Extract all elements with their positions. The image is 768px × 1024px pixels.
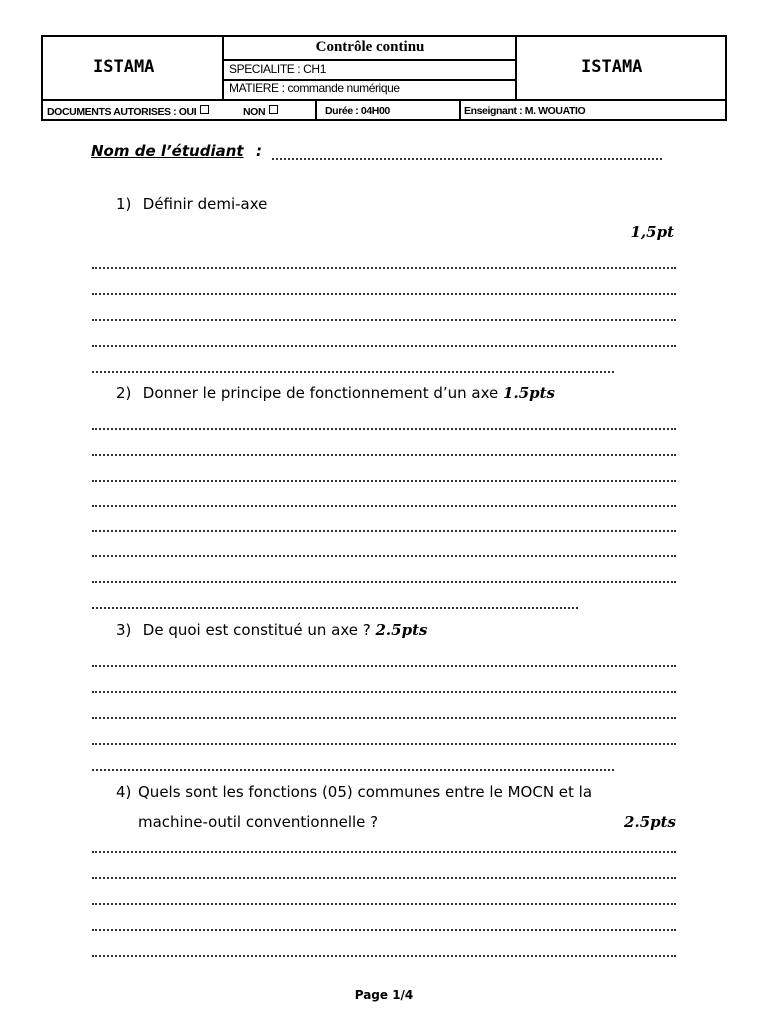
student-name-colon: : bbox=[256, 142, 262, 160]
answer-line[interactable] bbox=[92, 929, 676, 931]
answer-line[interactable] bbox=[92, 743, 676, 745]
question-4-points: 2.5pts bbox=[624, 813, 676, 831]
student-name-label: Nom de l’étudiant bbox=[91, 142, 244, 160]
question-4: 4) Quels sont les fonctions (05) communes entre le MOCN et la machine-outil conventionnelle ? 2.5pts bbox=[116, 777, 676, 837]
answer-line[interactable] bbox=[92, 851, 676, 853]
question-2-points: 1.5pts bbox=[503, 384, 555, 402]
exam-title: Contrôle continu bbox=[315, 39, 425, 55]
exam-header bbox=[41, 35, 727, 121]
specialite: SPECIALITE : CH1 bbox=[229, 62, 326, 76]
answer-line[interactable] bbox=[92, 293, 676, 295]
documents-non: NON bbox=[243, 105, 278, 118]
checkbox-non[interactable] bbox=[269, 105, 278, 114]
answer-line[interactable] bbox=[92, 903, 676, 905]
question-3: 3) De quoi est constitué un axe ? 2.5pts bbox=[116, 621, 428, 639]
question-1: 1) Définir demi-axe bbox=[116, 195, 268, 213]
school-name-left: ISTAMA bbox=[93, 57, 155, 77]
documents-autorises: DOCUMENTS AUTORISES : OUI bbox=[47, 105, 209, 118]
answer-line[interactable] bbox=[92, 530, 676, 532]
checkbox-oui[interactable] bbox=[200, 105, 209, 114]
answer-line[interactable] bbox=[92, 454, 676, 456]
duree: Durée : 04H00 bbox=[325, 105, 390, 117]
student-name-field[interactable] bbox=[272, 158, 662, 160]
answer-line[interactable] bbox=[92, 319, 676, 321]
matiere: MATIERE : commande numérique bbox=[229, 81, 400, 95]
answer-line[interactable] bbox=[92, 717, 676, 719]
page-number: Page 1/4 bbox=[354, 988, 414, 1002]
answer-line[interactable] bbox=[92, 480, 676, 482]
question-1-points: 1,5pt bbox=[630, 223, 674, 241]
answer-line[interactable] bbox=[92, 505, 676, 507]
answer-line[interactable] bbox=[92, 665, 676, 667]
answer-line[interactable] bbox=[92, 345, 676, 347]
answer-line[interactable] bbox=[92, 267, 676, 269]
answer-line[interactable] bbox=[92, 555, 676, 557]
answer-line[interactable] bbox=[92, 428, 676, 430]
divider bbox=[43, 99, 727, 101]
divider bbox=[315, 99, 317, 121]
answer-line[interactable] bbox=[92, 607, 578, 609]
divider bbox=[222, 59, 516, 61]
answer-line[interactable] bbox=[92, 371, 614, 373]
enseignant: Enseignant : M. WOUATIO bbox=[464, 105, 586, 117]
question-2: 2) Donner le principe de fonctionnement d’un axe 1.5pts bbox=[116, 384, 555, 402]
answer-line[interactable] bbox=[92, 581, 676, 583]
answer-line[interactable] bbox=[92, 691, 676, 693]
answer-line[interactable] bbox=[92, 955, 676, 957]
question-3-points: 2.5pts bbox=[375, 621, 428, 639]
answer-line[interactable] bbox=[92, 769, 614, 771]
divider bbox=[459, 99, 461, 121]
answer-line[interactable] bbox=[92, 877, 676, 879]
school-name-right: ISTAMA bbox=[581, 57, 643, 77]
